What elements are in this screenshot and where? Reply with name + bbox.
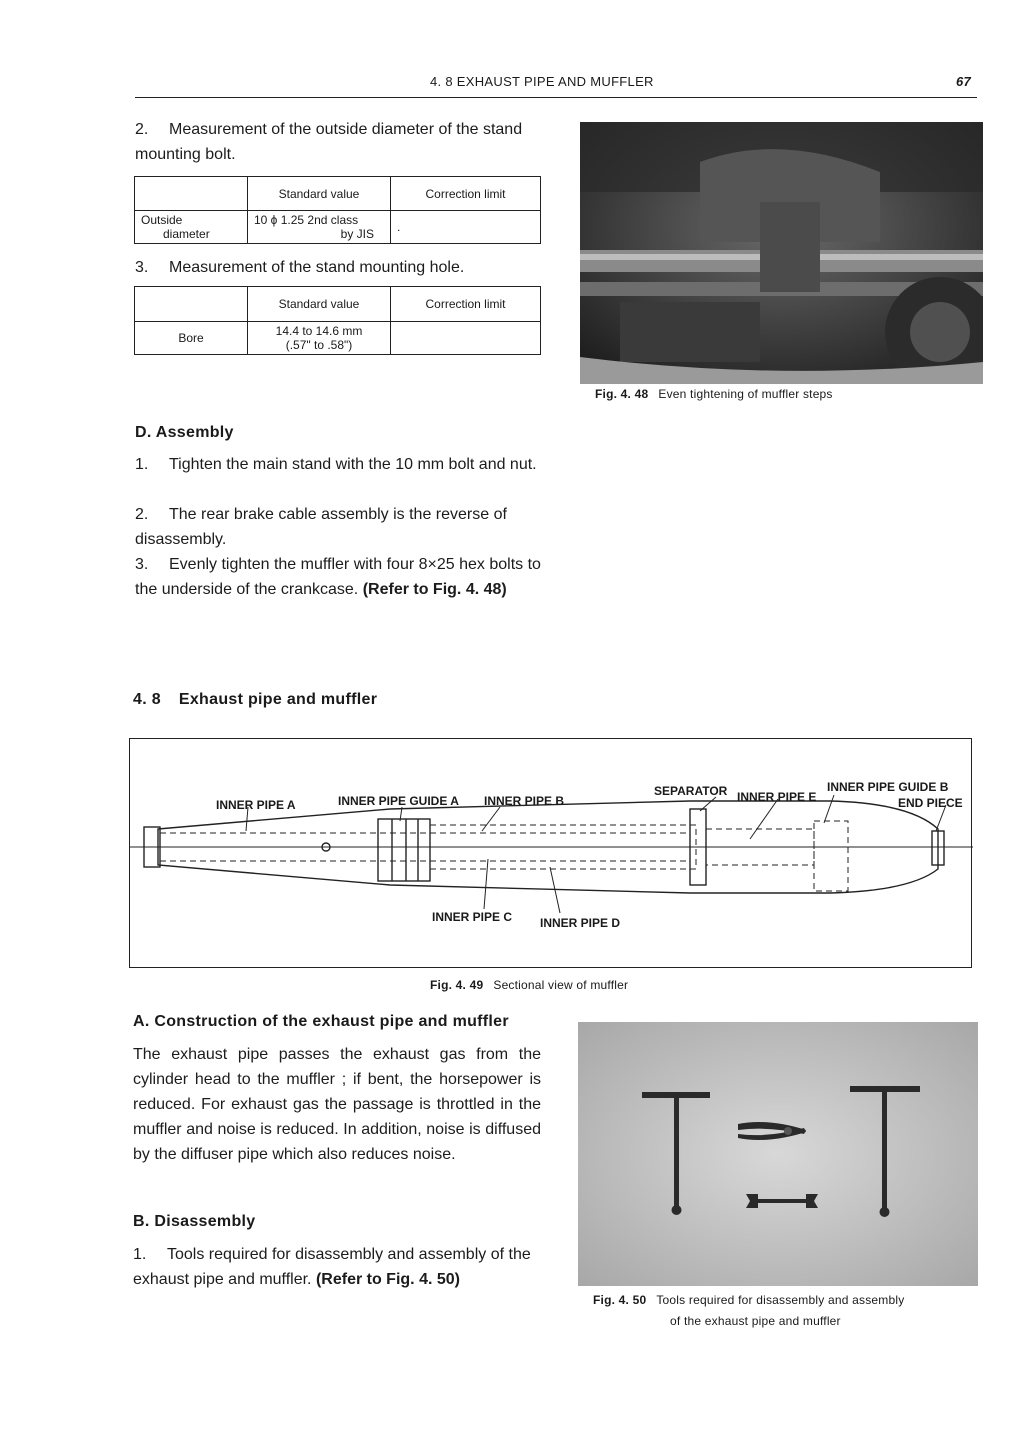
- bore-table: [134, 286, 541, 355]
- assembly-item-2-num: 2.: [135, 506, 149, 523]
- assembly-item-2-text: The rear brake cable assembly is the reverse of disassembly.: [135, 506, 507, 548]
- fig-4-49-num: Fig. 4. 49: [430, 978, 484, 992]
- step-2-num: 2.: [135, 121, 149, 138]
- disassembly-item-1: [133, 1242, 545, 1292]
- table1-std-line1: 10 ϕ 1.25 2nd class: [254, 213, 359, 227]
- label-inner-pipe-guide-b: INNER PIPE GUIDE B: [827, 780, 949, 794]
- assembly-item-3: [135, 552, 545, 602]
- fig-4-48-text: Even tightening of muffler steps: [658, 387, 833, 401]
- construction-text: The exhaust pipe passes the exhaust gas from the cylinder head to the muffler ; if bent, the horsepower is reduced. For exhaust gas the passage is throttled in the muffler and noise is reduced. In addition, noise is diffused by the diffuser pipe which also reduces noise.: [133, 1046, 541, 1163]
- label-inner-pipe-e: INNER PIPE E: [737, 790, 817, 804]
- label-inner-pipe-a: INNER PIPE A: [216, 798, 296, 812]
- fig-4-49-frame: [129, 738, 972, 968]
- table2-row-standard: [248, 322, 391, 355]
- header-rule: [135, 97, 977, 98]
- inner-pipe-guide-a: [378, 819, 430, 881]
- table1-label-line1: Outside: [141, 213, 183, 227]
- fig-4-50-line2: of the exhaust pipe and muffler: [670, 1314, 841, 1328]
- page-number: 67: [956, 74, 972, 89]
- table1-label-line2: diameter: [163, 227, 210, 241]
- step-3: [135, 255, 545, 280]
- step-3-text: Measurement of the stand mounting hole.: [169, 259, 465, 276]
- fig-4-48-num: Fig. 4. 48: [595, 387, 649, 401]
- table1-std-line2: by JIS: [340, 227, 374, 241]
- fig-4-50-caption: [593, 1290, 904, 1332]
- table1-row-standard: [248, 211, 391, 244]
- fig-4-49-text: Sectional view of muffler: [493, 978, 629, 992]
- section-num: 4. 8: [133, 691, 161, 708]
- outside-diameter-table: [134, 176, 541, 244]
- table2-header-blank: [135, 287, 248, 322]
- muffler-sectional-diagram: [130, 739, 973, 969]
- assembly-item-1: [135, 452, 545, 477]
- label-inner-pipe-guide-a: INNER PIPE GUIDE A: [338, 794, 459, 808]
- assembly-item-3-ref: (Refer to Fig. 4. 48): [362, 581, 507, 598]
- label-inner-pipe-d: INNER PIPE D: [540, 916, 621, 930]
- assembly-item-2: [135, 502, 545, 552]
- disassembly-item-1-text: Tools required for disassembly and assembly of the exhaust pipe and muffler.: [133, 1246, 531, 1288]
- table2-header-standard: Standard value: [248, 287, 391, 322]
- fig-4-50-line1: [593, 1290, 904, 1311]
- table1-header-blank: [135, 177, 248, 211]
- table2-std-line1: 14.4 to 14.6 mm: [275, 324, 363, 338]
- section-title: [133, 691, 377, 709]
- section-title-text: Exhaust pipe and muffler: [178, 691, 378, 708]
- step-2: [135, 117, 545, 167]
- table2-header-limit: Correction limit: [391, 287, 541, 322]
- label-separator: SEPARATOR: [654, 784, 728, 798]
- table1-header-limit: Correction limit: [391, 177, 541, 211]
- table2-std-line2: (.57" to .58"): [285, 338, 353, 352]
- step-3-num: 3.: [135, 259, 149, 276]
- fig-4-50-illustration: [578, 1022, 978, 1286]
- inner-pipe-guide-b: [814, 821, 848, 891]
- fig-4-48-photo: [580, 122, 983, 384]
- label-end-piece: END PIECE: [898, 796, 963, 810]
- assembly-item-1-text: Tighten the main stand with the 10 mm bolt and nut.: [169, 456, 537, 473]
- construction-heading: A. Construction of the exhaust pipe and muffler: [133, 1013, 509, 1030]
- running-header: 4. 8 EXHAUST PIPE AND MUFFLER: [430, 74, 654, 89]
- label-inner-pipe-b: INNER PIPE B: [484, 794, 565, 808]
- assembly-heading: D. Assembly: [135, 424, 234, 441]
- fig-4-48-caption: [595, 387, 833, 401]
- label-inner-pipe-c: INNER PIPE C: [432, 910, 513, 924]
- assembly-item-3-num: 3.: [135, 556, 149, 573]
- table1-row-limit: .: [391, 211, 541, 244]
- table2-row-limit: [391, 322, 541, 355]
- fig-4-50-photo: [578, 1022, 978, 1286]
- fig-4-48-illustration: [580, 122, 983, 384]
- assembly-item-3-text: Evenly tighten the muffler with four 8×25 hex bolts to the underside of the crankcase.: [135, 556, 541, 598]
- table2-row-label: Bore: [135, 322, 248, 355]
- table1-row-label: [135, 211, 248, 244]
- fig-4-50-text-line1: Tools required for disassembly and assembly: [656, 1293, 905, 1307]
- assembly-item-1-num: 1.: [135, 456, 149, 473]
- disassembly-heading: B. Disassembly: [133, 1213, 256, 1230]
- disassembly-item-1-num: 1.: [133, 1246, 147, 1263]
- fig-4-50-num: Fig. 4. 50: [593, 1293, 647, 1307]
- table1-header-standard: Standard value: [248, 177, 391, 211]
- step-2-text: Measurement of the outside diameter of the stand mounting bolt.: [135, 121, 523, 163]
- fig-4-49-caption: [430, 978, 628, 992]
- disassembly-item-1-ref: (Refer to Fig. 4. 50): [315, 1271, 460, 1288]
